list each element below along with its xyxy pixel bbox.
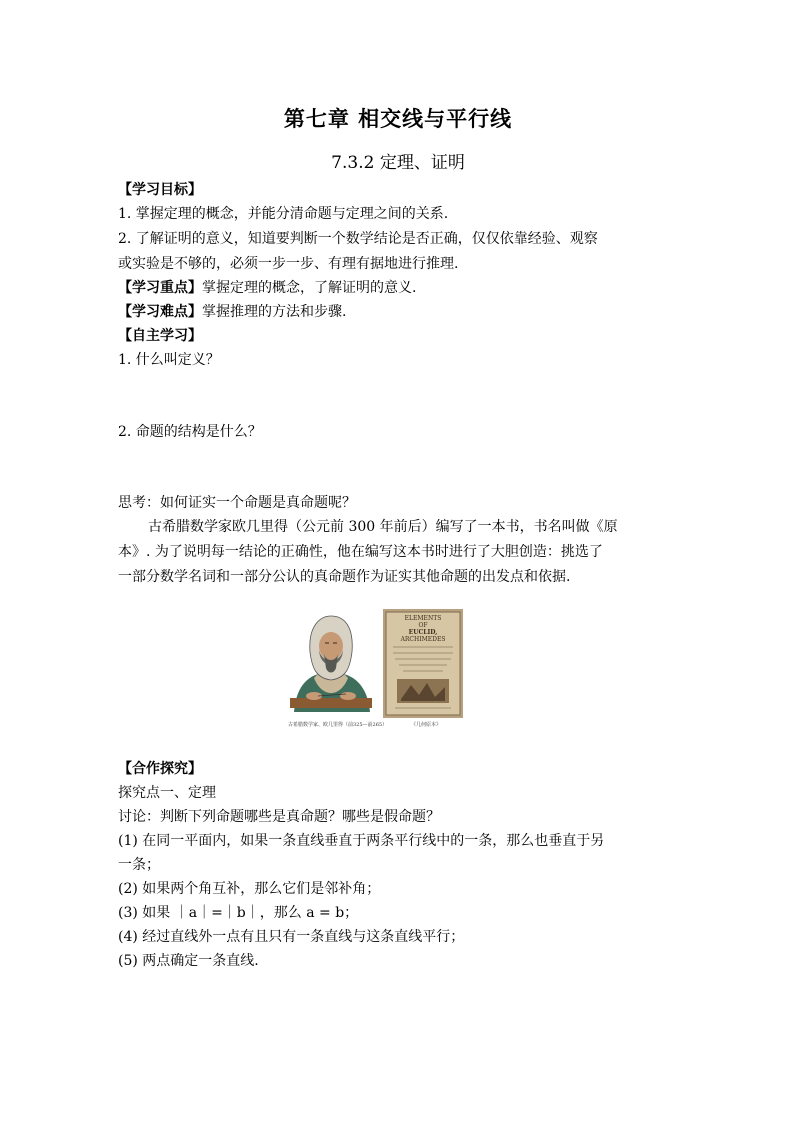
objective-item-1: 1. 掌握定理的概念，并能分清命题与定理之间的关系. bbox=[118, 206, 449, 222]
difficulty-row bbox=[118, 301, 678, 324]
book-cover-line: EUCLID, bbox=[408, 629, 438, 636]
key-point-heading: 【学习重点】 bbox=[118, 280, 202, 296]
book-cover-line: OF bbox=[418, 622, 428, 629]
book-cover-line: ARCHIMEDES bbox=[400, 636, 446, 643]
euclid-portrait-image bbox=[288, 608, 374, 718]
explore-point-1: 探究点一、定理 bbox=[118, 785, 216, 801]
book-caption: 《几何原本》 bbox=[411, 722, 442, 728]
proposition-3: (3) 如果 ｜a｜=｜b｜，那么 a = b； bbox=[118, 905, 359, 921]
self-study-question-1: 1. 什么叫定义？ bbox=[118, 352, 220, 368]
elements-book-image bbox=[383, 609, 463, 718]
key-point-text: 掌握定理的概念，了解证明的意义. bbox=[202, 280, 417, 296]
proposition-1-line-1: (1) 在同一平面内，如果一条直线垂直于两条平行线中的一条，那么也垂直于另 bbox=[118, 833, 605, 849]
section-subtitle: 7.3.2 定理、证明 bbox=[331, 153, 465, 173]
think-question: 思考：如何证实一个命题是真命题呢？ bbox=[118, 495, 356, 511]
difficulty-heading: 【学习难点】 bbox=[118, 304, 202, 320]
difficulty-text: 掌握推理的方法和步骤. bbox=[202, 304, 347, 320]
discuss-prompt: 讨论：判断下列命题哪些是真命题？哪些是假命题？ bbox=[118, 809, 440, 825]
think-paragraph-line-1: 古希腊数学家欧几里得（公元前 300 年前后）编写了一本书，书名叫做《原 bbox=[148, 519, 618, 535]
chapter-title: 第七章 相交线与平行线 bbox=[283, 106, 513, 131]
euclid-portrait-caption: 古希腊数学家、欧几里得（前325—前265） bbox=[288, 722, 388, 728]
book-cover-line: ELEMENTS bbox=[404, 615, 442, 622]
objective-item-2-line-1: 2. 了解证明的意义，知道要判断一个数学结论是否正确，仅仅依靠经验、观察 bbox=[118, 231, 598, 247]
key-point-row bbox=[118, 277, 678, 300]
self-study-heading: 【自主学习】 bbox=[118, 328, 202, 344]
book-cover-title bbox=[383, 615, 463, 643]
proposition-5: (5) 两点确定一条直线. bbox=[118, 953, 259, 969]
objective-item-2-line-2: 或实验是不够的，必须一步一步、有理有据地进行推理. bbox=[118, 256, 459, 272]
think-paragraph-line-3: 一部分数学名词和一部分公认的真命题作为证实其他命题的出发点和依据. bbox=[118, 569, 571, 585]
cooperate-heading: 【合作探究】 bbox=[118, 761, 202, 777]
proposition-1-line-2: 一条； bbox=[118, 857, 160, 873]
proposition-2: (2) 如果两个角互补，那么它们是邻补角； bbox=[118, 881, 381, 897]
think-paragraph-line-2: 本》. 为了说明每一结论的正确性，他在编写这本书时进行了大胆创造：挑选了 bbox=[118, 544, 603, 560]
objectives-heading: 【学习目标】 bbox=[118, 182, 202, 198]
self-study-question-2: 2. 命题的结构是什么？ bbox=[118, 424, 262, 440]
proposition-4: (4) 经过直线外一点有且只有一条直线与这条直线平行； bbox=[118, 929, 465, 945]
